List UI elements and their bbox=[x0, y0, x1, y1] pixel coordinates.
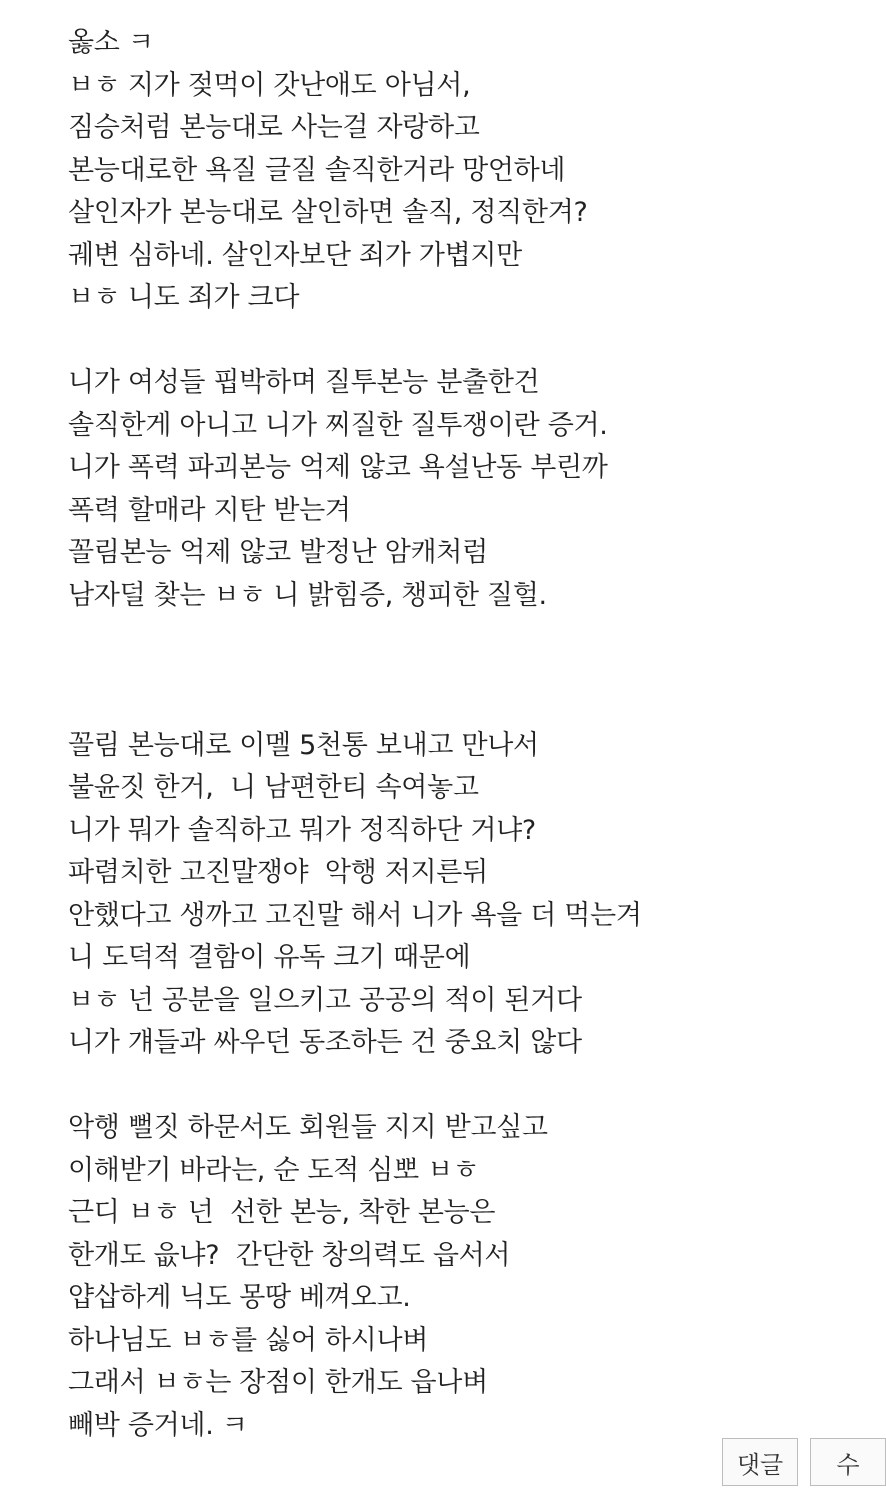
reply-button[interactable]: 댓글 bbox=[722, 1438, 798, 1486]
post-line: 안했다고 생까고 고진말 해서 니가 욕을 더 먹는겨 bbox=[68, 899, 642, 931]
post-line: 니가 여성들 핍박하며 질투본능 분출한건 bbox=[68, 367, 540, 398]
post-line: 남자덜 찾는 ㅂㅎ 니 밝힘증, 챙피한 질헐. bbox=[68, 579, 547, 611]
post-line: 니가 걔들과 싸우던 동조하든 건 중요치 않다 bbox=[68, 1027, 582, 1058]
paragraph-gap bbox=[68, 682, 808, 725]
post-line: 니가 폭력 파괴본능 억제 않코 욕설난동 부린까 bbox=[68, 452, 608, 483]
post-line: ㅂㅎ 니도 죄가 크다 bbox=[68, 282, 300, 313]
post-line: 그래서 ㅂㅎ는 장점이 한개도 읍나벼 bbox=[68, 1367, 488, 1398]
post-line: 악행 뻘짓 하문서도 회원들 지지 받고싶고 bbox=[68, 1112, 548, 1143]
post-line: 폭력 할매라 지탄 받는겨 bbox=[68, 494, 351, 526]
post-line: 하나님도 ㅂㅎ를 싫어 하시나벼 bbox=[68, 1324, 429, 1356]
paragraph-gap bbox=[68, 617, 808, 682]
post-line: 옳소 ㅋ bbox=[68, 27, 154, 58]
post-actions bbox=[722, 1438, 886, 1488]
post-line: 빼박 증거네. ㅋ bbox=[68, 1409, 248, 1441]
post-line: 이해받기 바라는, 순 도적 심뽀 ㅂㅎ bbox=[68, 1154, 479, 1186]
post-line: 본능대로한 욕질 글질 솔직한거라 망언하네 bbox=[68, 154, 566, 186]
post-body bbox=[68, 22, 808, 1447]
post-line: 꼴림본능 억제 않코 발정난 암캐처럼 bbox=[68, 537, 488, 568]
post-line: 니 도덕적 결함이 유독 크기 때문에 bbox=[68, 942, 471, 973]
post-line: ㅂㅎ 지가 젖먹이 갓난애도 아님서, bbox=[68, 69, 471, 101]
post-line: 파렴치한 고진말쟁야 악행 저지른뒤 bbox=[68, 857, 488, 888]
post-line: 꼴림 본능대로 이멜 5천통 보내고 만나서 bbox=[68, 729, 539, 761]
post-line: 솔직한게 아니고 니가 찌질한 질투쟁이란 증거. bbox=[68, 409, 608, 441]
post-line: 근디 ㅂㅎ 넌 선한 본능, 착한 본능은 bbox=[68, 1197, 496, 1228]
post-line: 짐승처럼 본능대로 사는걸 자랑하고 bbox=[68, 112, 480, 143]
post-line: 니가 뭐가 솔직하고 뭐가 정직하단 거냐? bbox=[68, 814, 536, 846]
paragraph-gap bbox=[68, 320, 808, 363]
post-line: 불윤짓 한거, 니 남편한티 속여놓고 bbox=[68, 772, 479, 803]
post-line: 한개도 읎냐? 간단한 창의력도 읍서서 bbox=[68, 1239, 511, 1271]
post-line: 궤변 심하네. 살인자보단 죄가 가볍지만 bbox=[68, 239, 522, 271]
post-line: ㅂㅎ 넌 공분을 일으키고 공공의 적이 된거다 bbox=[68, 984, 582, 1016]
post-line: 살인자가 본능대로 살인하면 솔직, 정직한겨? bbox=[68, 197, 588, 228]
second-action-button[interactable]: 수 bbox=[810, 1438, 886, 1486]
paragraph-gap bbox=[68, 1065, 808, 1108]
post-line: 얍삽하게 닉도 몽땅 베껴오고. bbox=[68, 1282, 411, 1313]
